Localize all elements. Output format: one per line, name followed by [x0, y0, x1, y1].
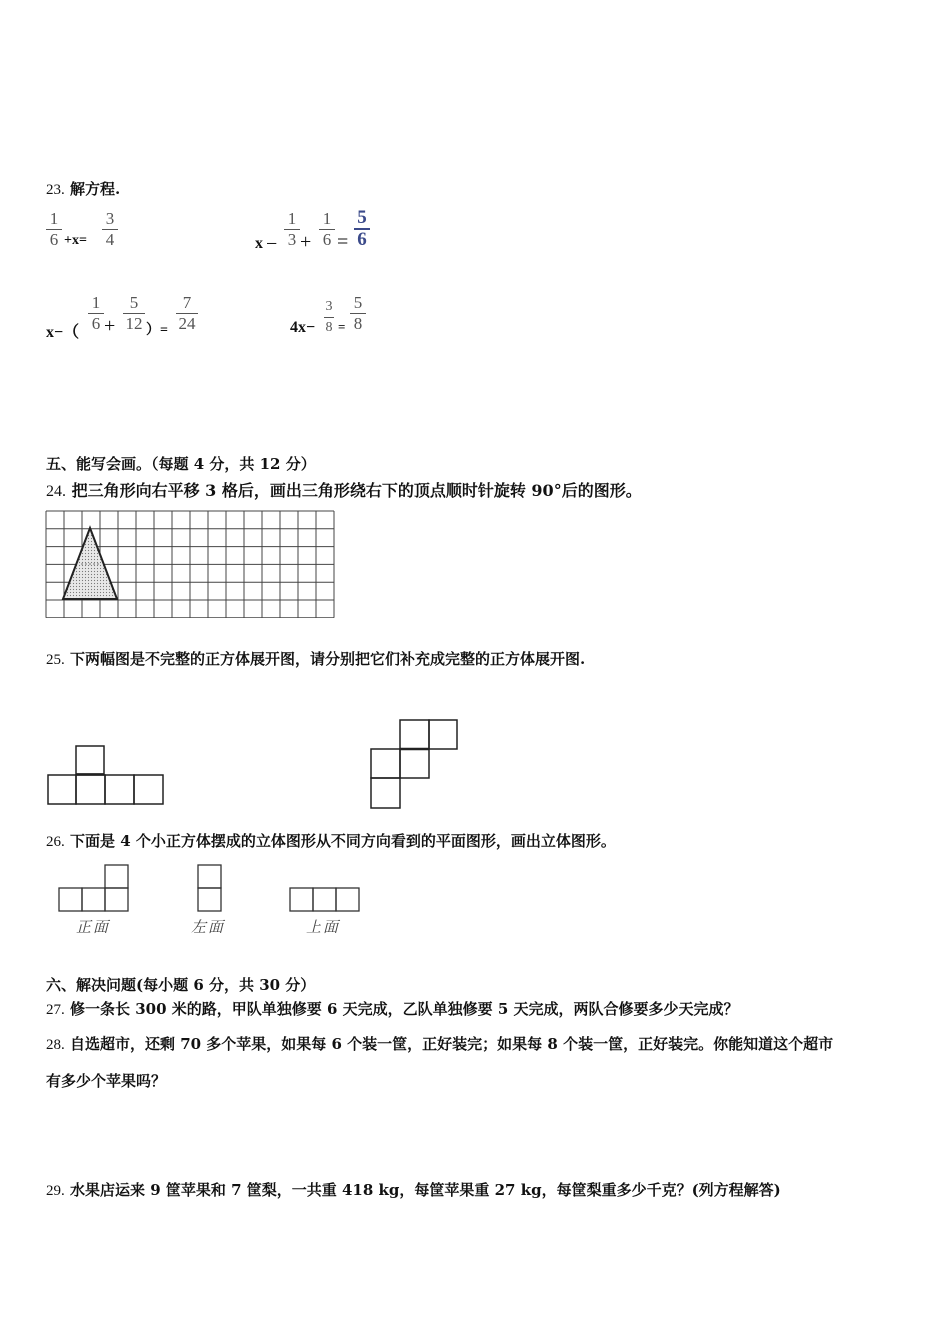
front-view-label: 正面 [76, 920, 111, 936]
q29-number: 29. [46, 1183, 65, 1199]
eq1-fraction-2: 3 4 [102, 210, 118, 249]
q29-text: 水果店运来 9 筐苹果和 7 筐梨，一共重 418 kg，每筐苹果重 27 kg，每筐梨重多少千克？(列方程解答) [69, 1181, 781, 1199]
eq2-minus: − [266, 233, 278, 255]
q25-text: 下两幅图是不完整的正方体展开图，请分别把它们补充成完整的正方体展开图. [69, 650, 586, 668]
q27-heading [46, 998, 739, 1019]
q26-number: 26. [46, 834, 65, 850]
q24-heading [46, 478, 642, 501]
eq1-operator: +x= [64, 233, 87, 248]
eq1-fraction-1: 1 6 [46, 210, 62, 249]
q25-number: 25. [46, 652, 65, 668]
section-6-heading: 六、解决问题(每小题 6 分，共 30 分） [46, 976, 316, 994]
eq3-close: ）= [146, 323, 168, 338]
q25-heading [46, 648, 585, 669]
eq3-fraction-1: 1 6 [88, 294, 104, 333]
q23-heading [46, 178, 120, 199]
q28-line-1 [46, 1033, 833, 1054]
eq4-equals: = [338, 319, 346, 334]
eq2-fraction-2: 1 6 [319, 210, 335, 249]
q28-text-1: 自选超市，还剩 70 多个苹果，如果每 6 个装一筐，正好装完；如果每 8 个装一筐，正好装完。你能知道这个超市 [69, 1035, 834, 1053]
top-view-label: 上面 [306, 920, 341, 936]
eq2-fraction-1: 1 3 [284, 210, 300, 249]
q28-number: 28. [46, 1037, 65, 1053]
left-view-figure [196, 864, 224, 914]
top-view-figure [289, 887, 363, 914]
cube-net-1 [47, 745, 165, 807]
eq2-x: x [255, 235, 263, 252]
eq2-fraction-3: 5 6 [354, 209, 370, 249]
eq2-equals: = [337, 231, 349, 253]
eq4-fraction-2: 5 8 [350, 294, 366, 333]
cube-net-2 [370, 719, 460, 810]
q26-text: 下面是 4 个小正方体摆成的立体图形从不同方向看到的平面图形，画出立体图形。 [69, 832, 616, 850]
q24-number: 24. [46, 483, 66, 500]
q29-heading [46, 1179, 781, 1200]
eq3-plus: + [104, 315, 116, 337]
q23-number: 23. [46, 182, 65, 198]
eq3-fraction-3: 7 24 [176, 294, 198, 333]
q27-text: 修一条长 300 米的路，甲队单独修要 6 天完成，乙队单独修要 5 天完成，两队合修要多少天完成？ [69, 1000, 739, 1018]
q26-heading [46, 830, 616, 851]
q27-number: 27. [46, 1002, 65, 1018]
q24-grid-figure [45, 510, 335, 618]
section-5-heading: 五、能写会画。（每题 4 分，共 12 分） [46, 455, 316, 473]
eq2-plus: + [300, 231, 312, 253]
q28-line-2: 有多少个苹果吗？ [46, 1072, 167, 1090]
eq4-fraction-1: 3 8 [325, 299, 333, 335]
left-view-label: 左面 [191, 920, 226, 936]
front-view-figure [58, 864, 132, 914]
eq3-fraction-2: 5 12 [123, 294, 145, 333]
eq4-prefix: 4x− [290, 319, 316, 336]
q24-text: 把三角形向右平移 3 格后，画出三角形绕右下的顶点顺时针旋转 90°后的图形。 [71, 481, 642, 500]
q23-title: 解方程. [69, 180, 121, 198]
eq3-prefix: x−（ [46, 324, 80, 341]
